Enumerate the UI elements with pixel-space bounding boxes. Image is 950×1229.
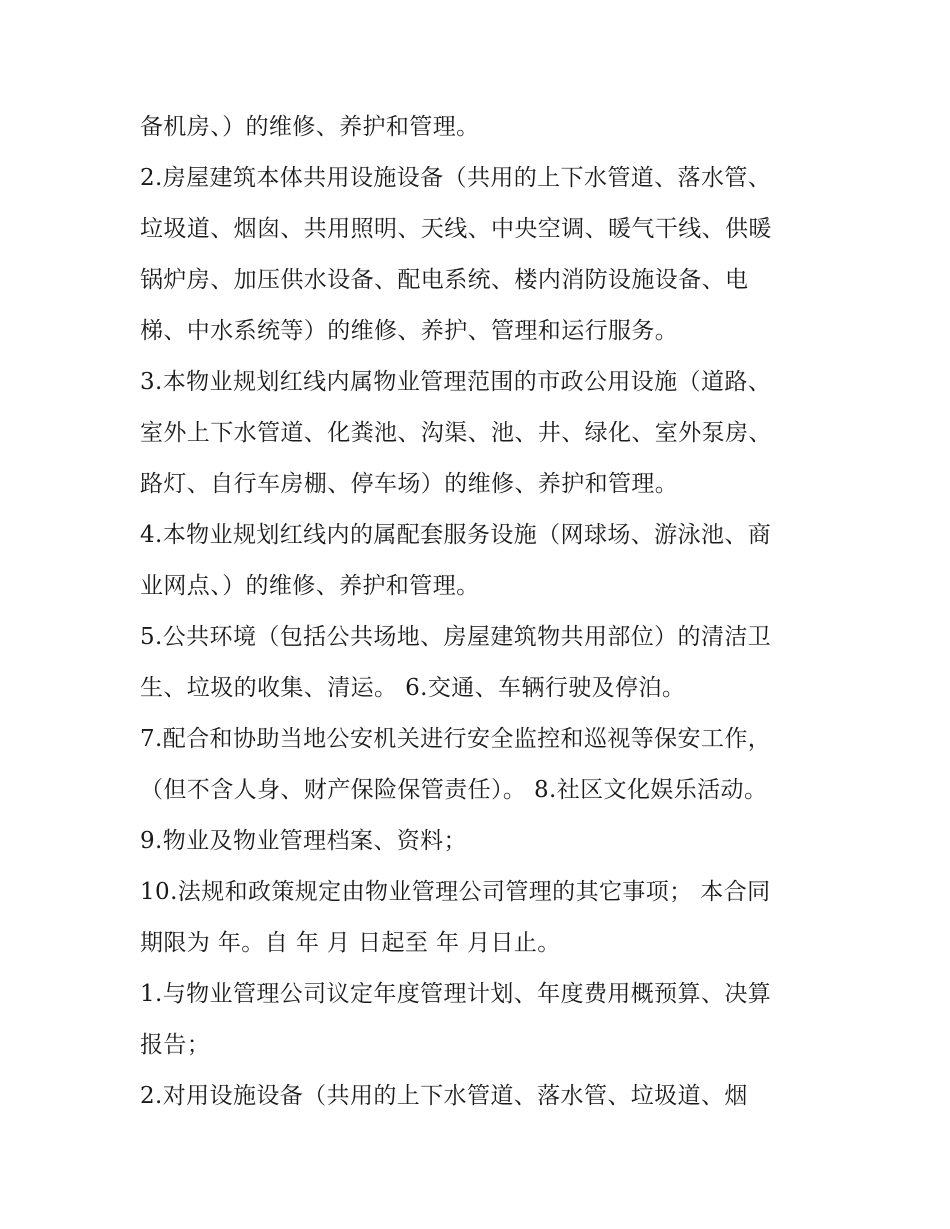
text-line: 备机房、）的维修、养护和管理。 — [140, 114, 480, 140]
text-line: 业网点、）的维修、养护和管理。 — [140, 573, 480, 599]
text-line: 3.本物业规划红线内属物业管理范围的市政公用设施（道路、 — [140, 369, 772, 395]
text-line: 2.房屋建筑本体共用设施设备（共用的上下水管道、落水管、 — [140, 165, 772, 191]
text-line: 锅炉房、加压供水设备、配电系统、楼内消防设施设备、电 — [140, 267, 749, 293]
text-line: 5.公共环境（包括公共场地、房屋建筑物共用部位）的清洁卫 — [140, 624, 772, 650]
text-line: 9.物业及物业管理档案、资料； — [140, 828, 467, 854]
text-line: 4.本物业规划红线内的属配套服务设施（网球场、游泳池、商 — [140, 522, 772, 548]
text-line: 生、垃圾的收集、清运。 6.交通、车辆行驶及停泊。 — [140, 675, 686, 701]
document-body — [140, 102, 830, 1122]
text-line: 10.法规和政策规定由物业管理公司管理的其它事项； 本合同 — [140, 879, 771, 905]
text-line: 垃圾道、烟囱、共用照明、天线、中央空调、暖气干线、供暖 — [140, 216, 772, 242]
text-line: 7.配合和协助当地公安机关进行安全监控和巡视等保安工作， — [140, 726, 772, 752]
text-line: 2.对用设施设备（共用的上下水管道、落水管、垃圾道、烟 — [140, 1083, 748, 1109]
text-line: 路灯、自行车房棚、停车场）的维修、养护和管理。 — [140, 471, 679, 497]
text-line: （但不含人身、财产保险保管责任）。 8.社区文化娱乐活动。 — [140, 777, 768, 803]
text-line: 1.与物业管理公司议定年度管理计划、年度费用概预算、决算 — [140, 981, 772, 1007]
text-line: 期限为 年。自 年 月 日起至 年 月日止。 — [140, 930, 561, 956]
text-line: 室外上下水管道、化粪池、沟渠、池、井、绿化、室外泵房、 — [140, 420, 772, 446]
text-line: 报告； — [140, 1032, 211, 1058]
text-line: 梯、中水系统等）的维修、养护、管理和运行服务。 — [140, 318, 679, 344]
